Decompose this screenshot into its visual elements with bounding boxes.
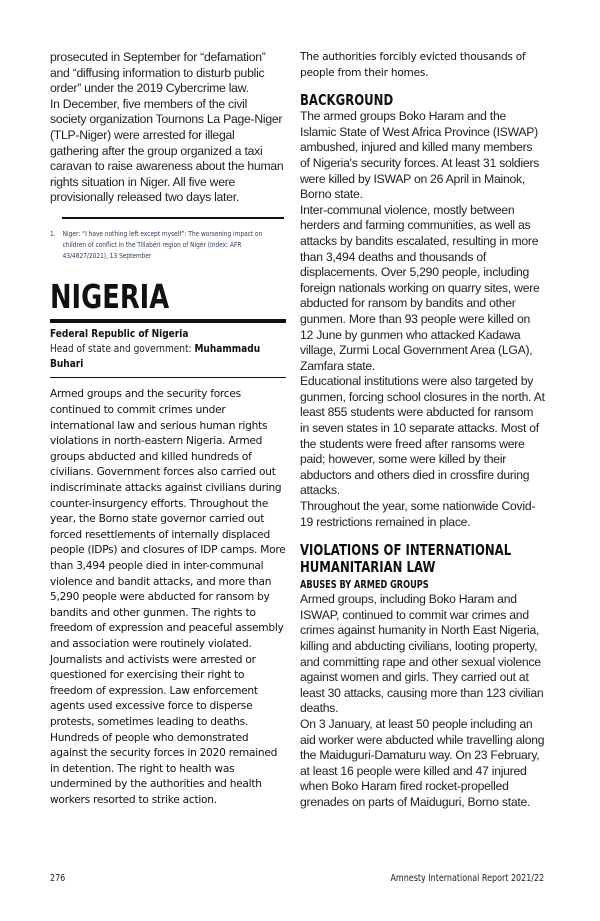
info-rule <box>50 377 286 379</box>
body-paragraph: Educational institutions were also targeted by gunmen, forcing school closures in the north. At least 855 students were abducted for ransom in seven states in 10 separate attacks. Most of the students were freed after ransoms were paid; however, some were killed by their abductors and others died in crossfire during attacks. <box>300 374 545 498</box>
footnote-number: 1. <box>50 228 56 238</box>
body-paragraph: On 3 January, at least 50 people including an aid worker were abducted while travelling along the Maiduguri-Damaturu way. On 23 February, at least 16 people were killed and 47 injured when Boko Haram fired rocket-propelled grenades on parts of Maiduguri, Borno state. <box>300 716 545 809</box>
body-paragraph: Armed groups, including Boko Haram and ISWAP, continued to commit war crimes and crimes against humanity in North East Nigeria, killing and abducting civilians, looting property, and committing rape and other sexual violence against women and girls. They carried out at least 30 attacks, causing more than 123 civilian deaths. <box>300 592 544 716</box>
footnote <box>50 228 288 261</box>
body-paragraph: Throughout the year, some nationwide Covid-19 restrictions remained in place. <box>300 499 536 529</box>
summary-paragraph: Armed groups and the security forces continued to commit crimes under international law and serious human rights violations in north-eastern Nigeria. Armed groups abducted and killed hundreds of civilians. Government forces also carried out indiscriminate attacks against civilians during counter-insurgency efforts. Throughout the year, the Borno state governor carried out forced resettlements of internally displaced people (IDPs) and closures of IDP camps. More than 3,494 people died in inter-communal violence and bandit attacks, and more than 5,290 people were abducted for ransom by bandits and other gunmen. The rights to freedom of expression and peaceful assembly and association were routinely violated. Journalists and activists were arrested or questioned for exercising their right to freedom of expression. Law enforcement agents used excessive force to disperse protests, sometimes leading to deaths. Hundreds of people who demonstrated against the security forces in 2020 remained in detention. The right to health was undermined by the authorities and health workers resorted to strike action. <box>50 388 286 806</box>
publication-title: Amnesty International Report 2021/22 <box>390 873 544 884</box>
section-heading-background: BACKGROUND <box>300 91 394 110</box>
country-title: NIGERIA <box>50 276 170 316</box>
body-paragraph: prosecuted in September for “defamation” and “diffusing information to disturb public order” under the 2019 Cybercrime law. <box>50 50 266 96</box>
section-heading-ihl: VIOLATIONS OF INTERNATIONAL HUMANITARIAN LAW <box>300 541 512 577</box>
official-name: Federal Republic of Nigeria <box>50 326 189 340</box>
body-paragraph: Inter-communal violence, mostly between herders and farming communities, as well as attacks by bandits escalated, resulting in more than 3,494 deaths and thousands of displacements. Over 5,290 people, including foreign nationals working on quarry sites, were abducted for ransom by bandits and other gunmen. More than 93 people were killed on 12 June by gunmen who attacked Kadawa village, Zurmi Local Government Area (LGA), Zamfara state. <box>300 202 540 373</box>
subsection-heading-armed-groups: ABUSES BY ARMED GROUPS <box>300 579 429 592</box>
left-column <box>50 50 286 808</box>
head-of-state-name: Muhammadu Buhari <box>50 341 261 370</box>
country-info <box>50 326 288 371</box>
head-of-state-label: Head of state and government: <box>50 341 195 355</box>
right-column <box>300 50 545 811</box>
body-paragraph: The armed groups Boko Haram and the Islamic State of West Africa Province (ISWAP) ambushed, injured and killed many members of Nigeria's security forces. At least 31 soldiers were killed by ISWAP on 26 April in Mainok, Borno state. <box>300 109 540 202</box>
summary-continued: The authorities forcibly evicted thousands of people from their homes. <box>300 51 526 79</box>
title-rule <box>50 319 286 323</box>
body-paragraph: In December, five members of the civil society organization Tournons La Page-Niger (TLP-Niger) were arrested for illegal gathering after the group organized a taxi caravan to raise awareness about the human rights situation in Niger. All five were provisionally released two days later. <box>50 96 284 205</box>
footnote-divider <box>62 217 284 219</box>
footnote-text: Niger: “I have nothing left except myself”: The worsening impact on children of conflict in the Tillabéri region of Niger (Index: AFR 43/4627/2021), 13 September <box>62 228 263 260</box>
page-number: 276 <box>50 873 66 884</box>
